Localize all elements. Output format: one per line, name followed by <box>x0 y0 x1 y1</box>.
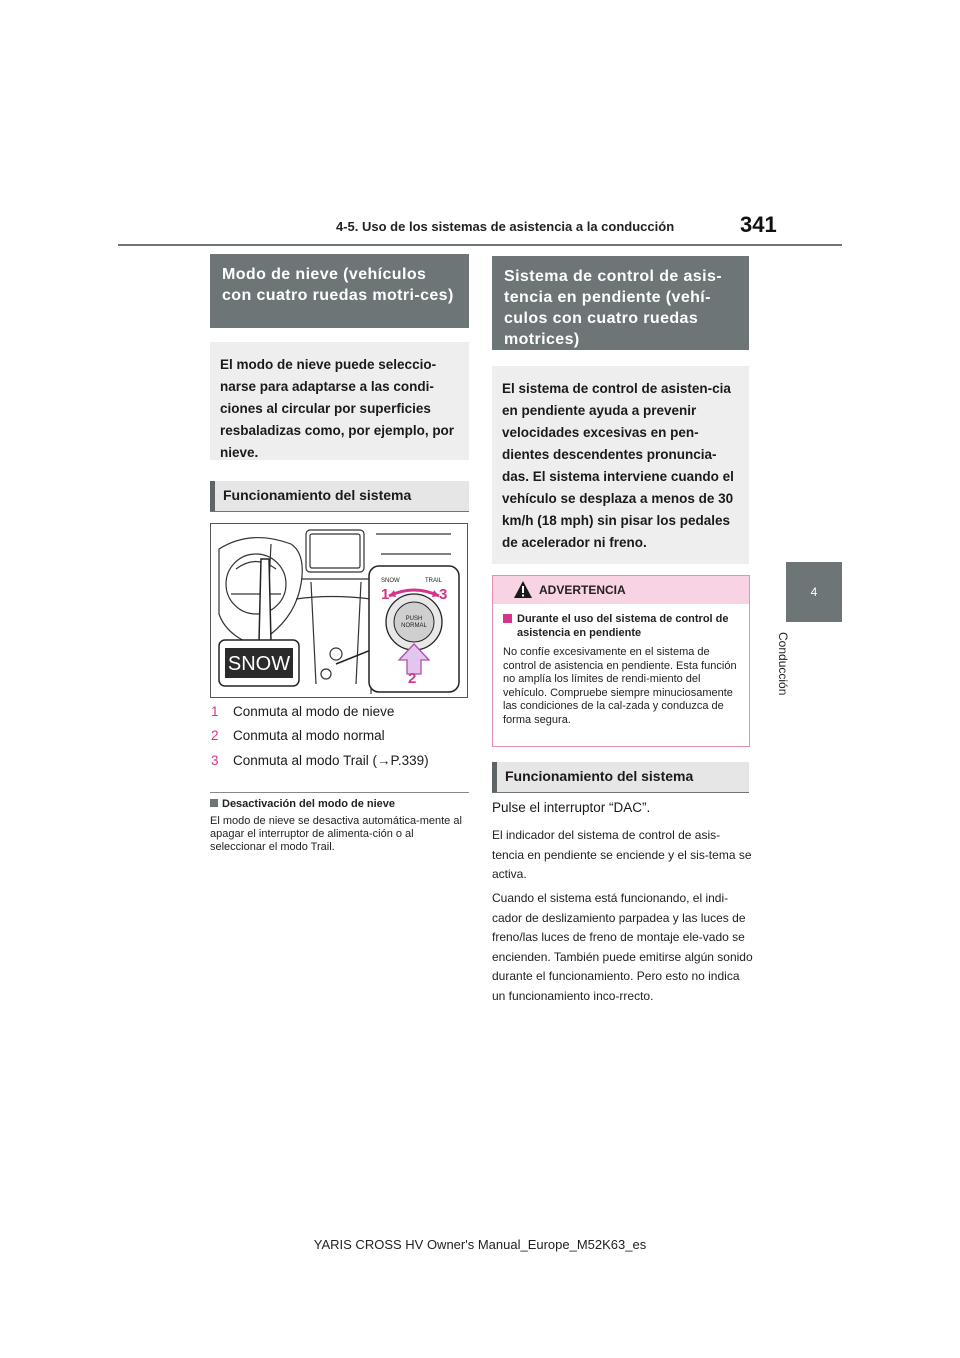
note-heading <box>210 798 395 810</box>
list-item <box>211 728 385 743</box>
divider <box>210 792 469 793</box>
warning-icon <box>513 580 533 600</box>
warning-title: ADVERTENCIA <box>539 583 626 597</box>
instruction-text: Pulse el interruptor “DAC”. <box>492 800 651 815</box>
snow-mode-title: Modo de nieve (vehículos con cuatro ruedas motri-ces) <box>210 254 469 328</box>
callout-3: 3 <box>439 586 448 603</box>
square-bullet-icon <box>210 799 218 807</box>
header-rule <box>118 244 842 246</box>
paragraph: El indicador del sistema de control de asis-tencia en pendiente se enciende y el sis-tema se activa. <box>492 828 752 881</box>
item-number: 1 <box>211 704 219 719</box>
list-item[interactable] <box>211 753 429 768</box>
left-subheading: Funcionamiento del sistema <box>210 481 469 511</box>
dac-title: Sistema de control de asis-tencia en pendiente (vehí-culos con cuatro ruedas motrices) <box>492 256 749 350</box>
chapter-tab[interactable]: 4 <box>786 562 842 622</box>
warning-subheading-text: Durante el uso del sistema de control de asistencia en pendiente <box>517 613 729 639</box>
note-heading-text: Desactivación del modo de nieve <box>222 798 396 810</box>
dial-trail-label: TRAIL <box>425 578 443 584</box>
warning-body: No confíe excesivamente en el sistema de control de asistencia en pendiente. Esta función no amplía los límites de rendi-miento del vehículo. Compruebe siempre minuciosamente las condiciones de la cal-zada y conduzca de forma segura. <box>503 646 737 726</box>
right-subheading: Funcionamiento del sistema <box>492 762 749 792</box>
paragraph: Cuando el sistema está funcionando, el indi-cador de deslizamiento parpadea y las luces de freno/las luces de freno de montaje ele-vado se encienden. También puede emitirse algún sonido durante el funcionamiento. Pero esto no indica un funcionamiento inco-rrecto. <box>492 891 753 1003</box>
chapter-label <box>776 630 816 710</box>
dial-snow-label: SNOW <box>381 578 400 584</box>
snow-mode-intro: El modo de nieve puede seleccio-narse para adaptarse a las condi-ciones al circular por superficies resbaladizas como, por ejemplo, por nieve. <box>210 342 469 460</box>
callout-1: 1 <box>381 586 390 603</box>
callout-2: 2 <box>408 670 417 687</box>
snow-display-label: SNOW <box>227 653 291 675</box>
square-bullet-icon <box>503 614 512 623</box>
dial-normal-label: NORMAL <box>401 623 427 629</box>
dial-push-label: PUSH <box>405 616 423 622</box>
item-number: 2 <box>211 728 219 743</box>
item-text-link[interactable]: Conmuta al modo Trail (→P.339) <box>233 753 429 768</box>
item-text: Conmuta al modo normal <box>233 728 385 743</box>
warning-header <box>493 576 749 604</box>
page-number: 341 <box>740 212 777 237</box>
dac-intro: El sistema de control de asisten-cia en pendiente ayuda a prevenir velocidades excesivas en pen-dientes descendentes pronuncia-das. El sistema interviene cuando el vehículo se desplaza a menos de 30 km/h (18 mph) sin pisar los pedales de acelerador ni freno. <box>492 366 749 564</box>
warning-box <box>492 575 750 747</box>
item-number: 3 <box>211 753 219 768</box>
note-body: El modo de nieve se desactiva automática-mente al apagar el interruptor de alimenta-ción o al seleccionar el modo Trail. <box>210 815 462 853</box>
list-item <box>211 704 394 719</box>
footer: YARIS CROSS HV Owner's Manual_Europe_M52K63_es <box>313 1237 647 1252</box>
item-text: Conmuta al modo de nieve <box>233 704 395 719</box>
warning-subheading <box>503 612 745 640</box>
snow-switch-illustration <box>210 523 468 698</box>
section-title: 4-5. Uso de los sistemas de asistencia a la conducción <box>336 219 675 234</box>
chapter-label-text: Conducción <box>776 632 790 696</box>
